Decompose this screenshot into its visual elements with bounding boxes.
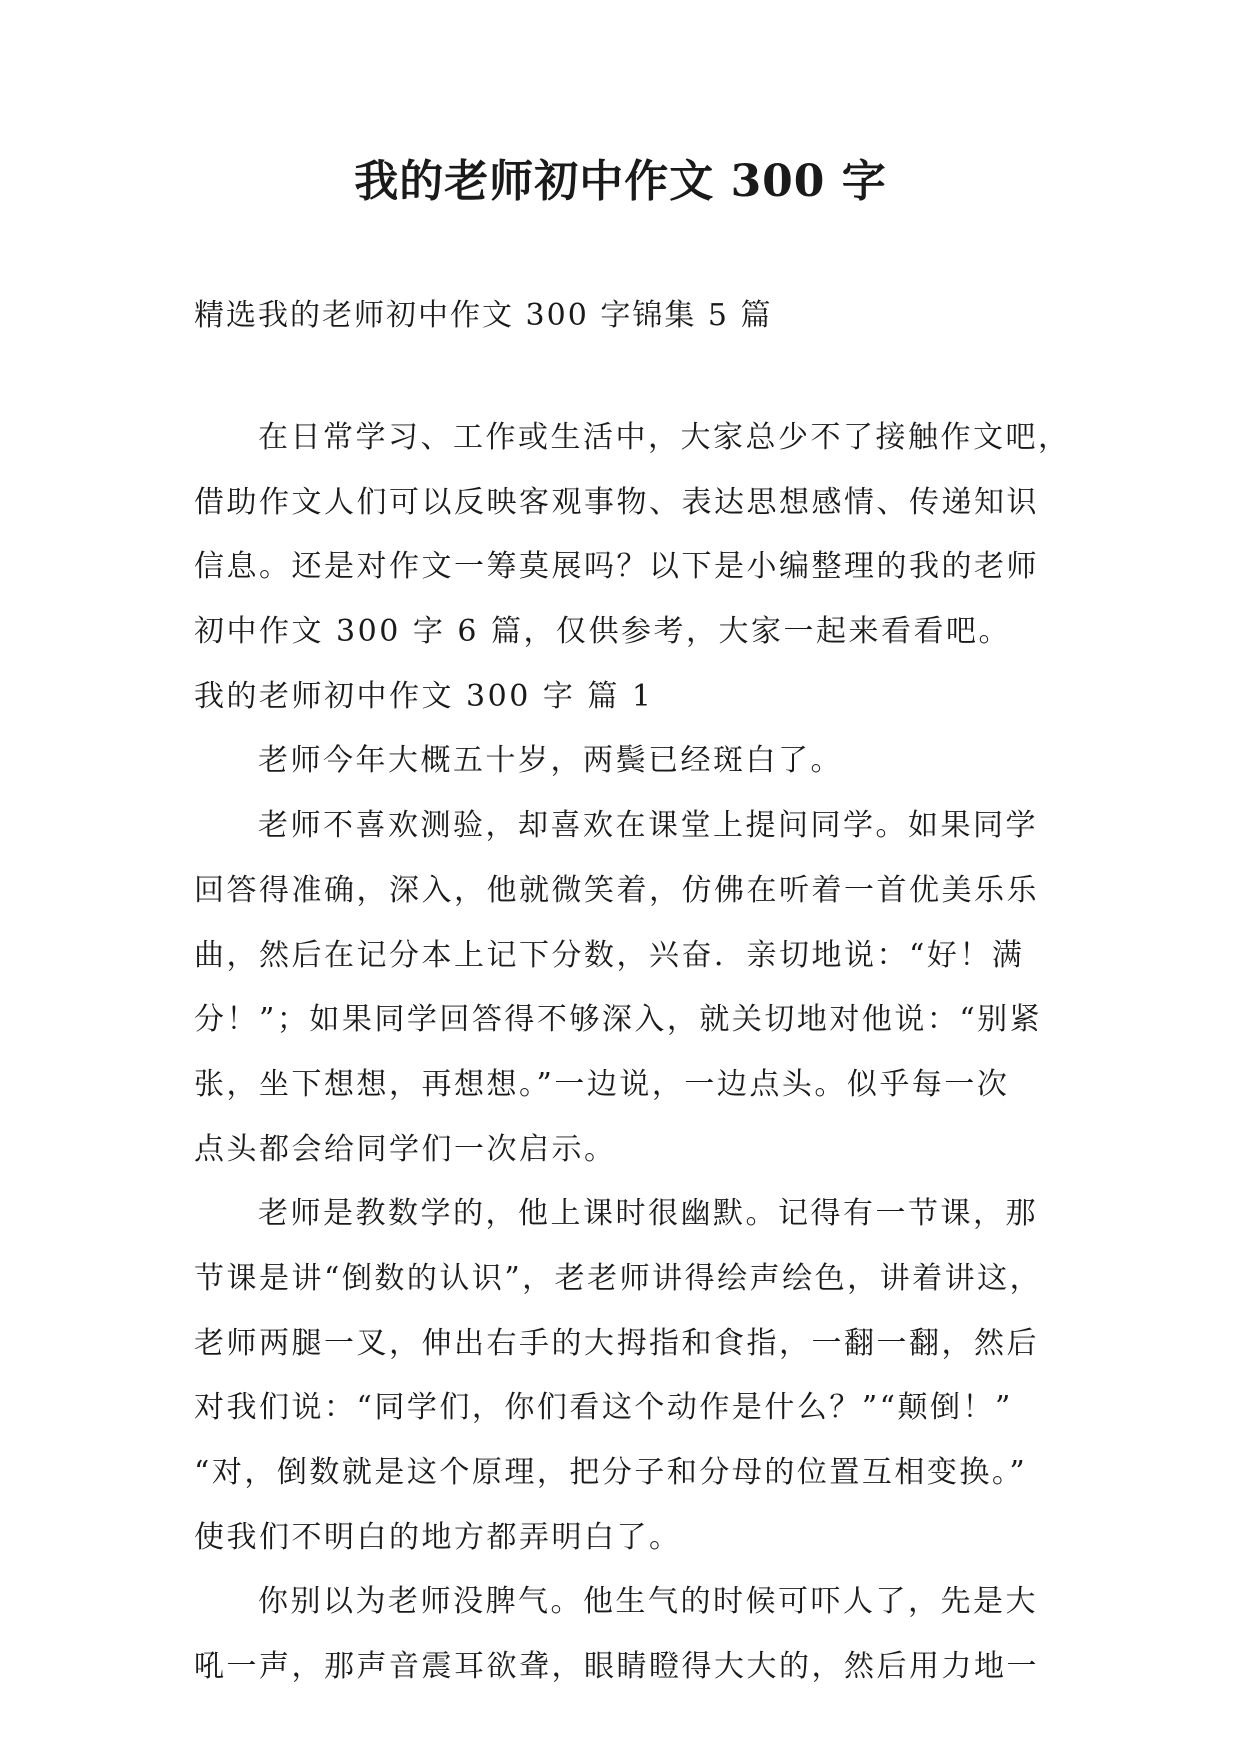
text-line: 信息。还是对作文一筹莫展吗？以下是小编整理的我的老师 (194, 549, 1039, 585)
text-line: 对我们说：“同学们，你们看这个动作是什么？”“颠倒！” (194, 1390, 1013, 1426)
text-line: 借助作文人们可以反映客观事物、表达思想感情、传递知识 (194, 484, 1039, 520)
text-line: 你别以为老师没脾气。他生气的时候可吓人了，先是大 (258, 1584, 1038, 1620)
text-line: 分！”；如果同学回答得不够深入，就关切地对他说：“别紧 (194, 1002, 1043, 1038)
text-line: 曲，然后在记分本上记下分数，兴奋．亲切地说：“好！满 (194, 937, 1025, 973)
text-line: 我的老师初中作文 300 字 篇 1 (194, 678, 654, 714)
document-body (194, 406, 1071, 1700)
text-line: 在日常学习、工作或生活中，大家总少不了接触作文吧， (258, 420, 1071, 455)
text-line: 使我们不明白的地方都弄明白了。 (194, 1519, 682, 1555)
document-subtitle: 精选我的老师初中作文 300 字锦集 5 篇 (194, 298, 773, 333)
text-line: 节课是讲“倒数的认识”，老老师讲得绘声绘色，讲着讲这， (194, 1260, 1043, 1296)
text-line: 老师今年大概五十岁，两鬓已经斑白了。 (258, 743, 843, 779)
document-title: 我的老师初中作文 300 字 (354, 156, 887, 207)
text-line: “对，倒数就是这个原理，把分子和分母的位置互相变换。” (194, 1455, 1028, 1490)
text-line: 初中作文 300 字 6 篇，仅供参考，大家一起来看看吧。 (194, 614, 1011, 650)
text-line: 张，坐下想想，再想想。”一边说，一边点头。似乎每一次 (194, 1066, 1010, 1102)
text-line: 点头都会给同学们一次启示。 (194, 1131, 617, 1167)
text-line: 老师是教数学的，他上课时很幽默。记得有一节课，那 (258, 1196, 1038, 1232)
text-line: 回答得准确，深入，他就微笑着，仿佛在听着一首优美乐乐 (194, 872, 1039, 908)
text-line: 老师不喜欢测验，却喜欢在课堂上提问同学。如果同学 (258, 808, 1038, 844)
text-line: 老师两腿一叉，伸出右手的大拇指和食指，一翻一翻，然后 (194, 1325, 1039, 1361)
text-line: 吼一声，那声音震耳欲聋，眼睛瞪得大大的，然后用力地一 (194, 1649, 1039, 1685)
